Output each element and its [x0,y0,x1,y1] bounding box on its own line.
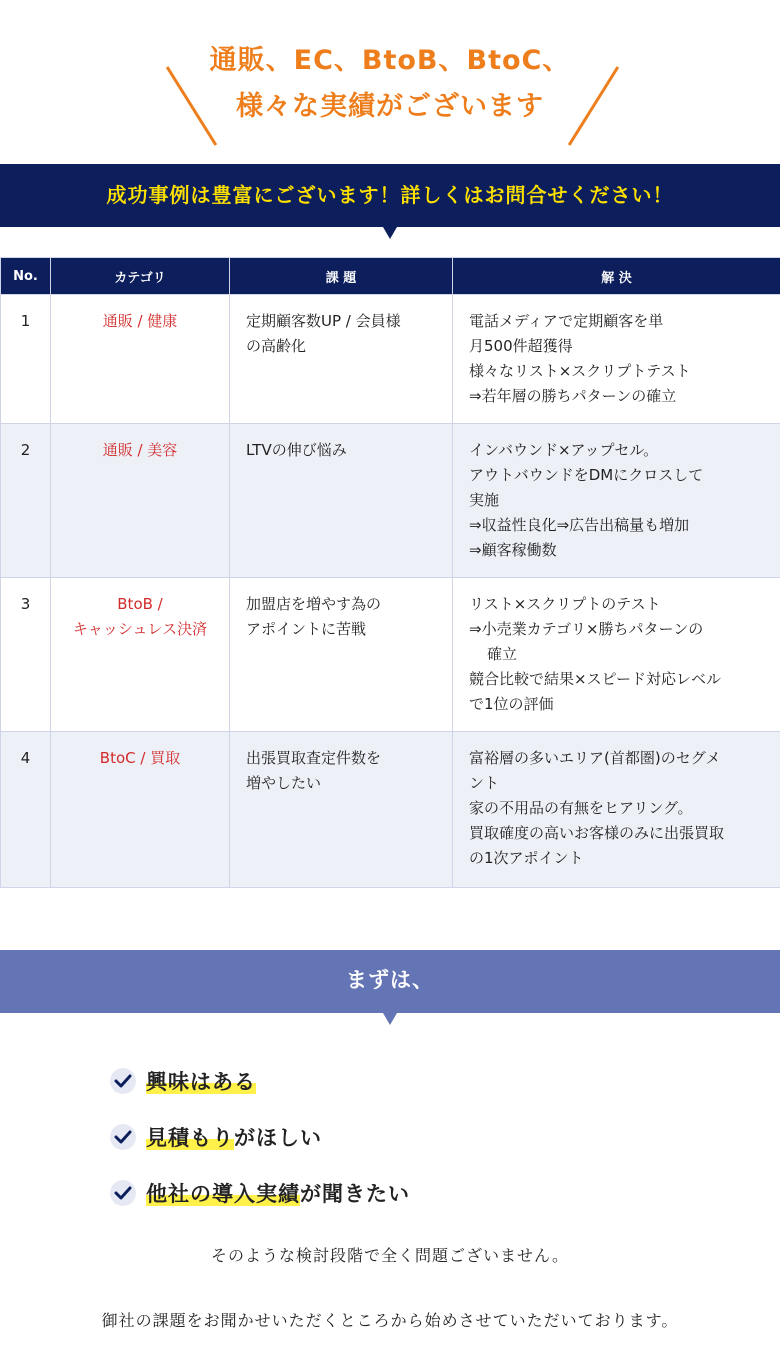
checklist-text [146,1122,322,1152]
solution-line: 月500件超獲得 [469,337,573,355]
issue-line: 増やしたい [246,774,322,792]
issue-line: の高齢化 [246,337,307,355]
solution-line: 実施 [469,491,500,509]
headline [0,38,780,130]
row-issue [230,295,453,424]
category-line: BtoB / [117,595,163,613]
case-studies-table [0,257,780,888]
check-icon [110,1068,136,1094]
solution-line: 確立 [487,645,518,663]
solution-line: アウトバウンドをDMにクロスして [469,466,704,484]
table-row [1,295,780,424]
checklist-text [146,1178,410,1208]
row-issue [230,732,453,888]
row-solution [453,295,780,424]
row-no: 3 [1,578,51,732]
solution-line: 家の不用品の有無をヒアリング。 [469,799,693,817]
category-line: 通販 / 健康 [102,312,178,330]
interest-checklist [110,1053,410,1221]
row-category [51,295,230,424]
success-cases-banner [0,164,780,227]
solution-line: 買取確度の高いお客様のみに出張買取 [469,824,725,842]
header-category: カテゴリ [51,258,230,295]
check-icon [110,1124,136,1150]
solution-line: ント [469,774,500,792]
solution-line: で1位の評価 [469,695,554,713]
category-line: BtoC / 買取 [99,749,181,767]
solution-line: 様々なリスト×スクリプトテスト [469,362,691,380]
issue-line: LTVの伸び悩み [246,441,347,459]
solution-line: ⇒収益性良化⇒広告出稿量も増加 [469,516,690,534]
closing-text-2: 御社の課題をお聞かせいただくところから始めさせていただいております。 [101,1311,679,1330]
row-category [51,732,230,888]
header-no: No. [1,258,51,295]
row-solution [453,732,780,888]
solution-line: ⇒顧客稼働数 [469,541,557,559]
issue-line: 加盟店を増やす為の [246,595,382,613]
checklist-text [146,1066,256,1096]
checklist-rest: が聞きたい [300,1182,410,1206]
checklist-item [110,1165,410,1221]
issue-line: 定期顧客数UP / 会員様 [246,312,401,330]
row-category [51,578,230,732]
banner-pointer [383,1013,397,1025]
solution-line: ⇒小売業カテゴリ×勝ちパターンの [469,620,704,638]
solution-line: 富裕層の多いエリア(首都圏)のセグメ [469,749,721,767]
solution-line: ⇒若年層の勝ちパターンの確立 [469,387,677,405]
table-row [1,578,780,732]
category-line: 通販 / 美容 [102,441,178,459]
solution-line: の1次アポイント [469,849,584,867]
checklist-item [110,1053,410,1109]
table-row [1,424,780,578]
row-no: 4 [1,732,51,888]
row-solution [453,578,780,732]
check-icon [110,1180,136,1206]
row-issue [230,424,453,578]
headline-line-1: 通販、EC、BtoB、BtoC、 [209,45,571,76]
row-no: 1 [1,295,51,424]
banner-pointer [383,227,397,239]
solution-line: 競合比較で結果×スピード対応レベル [469,670,721,688]
issue-line: アポイントに苦戦 [246,620,367,638]
table-header-row [1,258,780,295]
solution-line: リスト×スクリプトのテスト [469,595,661,613]
solution-line: 電話メディアで定期顧客を単 [469,312,664,330]
checklist-highlight: 他社の導入実績 [146,1182,300,1206]
row-issue [230,578,453,732]
checklist-rest: がほしい [234,1126,322,1150]
row-category [51,424,230,578]
row-solution [453,424,780,578]
issue-line: 出張買取査定件数を [246,749,382,767]
success-cases-banner-text: 成功事例は豊富にございます！詳しくはお問合せください！ [106,183,674,207]
header-solution: 解 決 [453,258,780,295]
checklist-highlight: 見積もり [146,1126,234,1150]
category-line: キャッシュレス決済 [72,620,208,638]
closing-text-1: そのような検討段階で全く問題ございません。 [211,1246,569,1265]
headline-line-2: 様々な実績がございます [236,91,544,122]
checklist-highlight: 興味はある [146,1070,256,1094]
first-step-banner-text: まずは、 [346,968,434,992]
first-step-banner [0,950,780,1013]
table-row [1,732,780,888]
header-issue: 課 題 [230,258,453,295]
checklist-item [110,1109,410,1165]
solution-line: インバウンド×アップセル。 [469,441,659,459]
row-no: 2 [1,424,51,578]
